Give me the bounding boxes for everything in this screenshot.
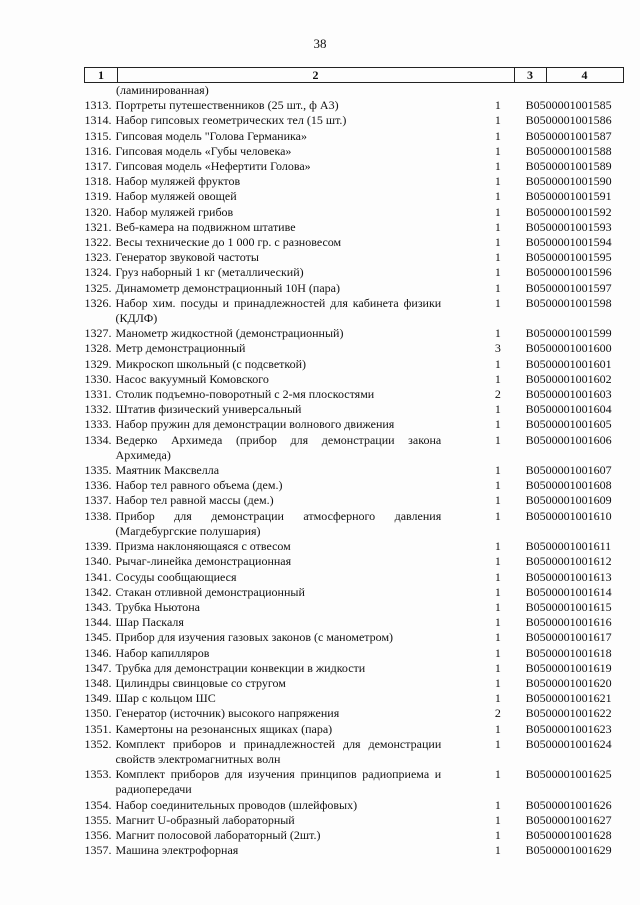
row-code: B0500001001621 xyxy=(525,691,612,706)
row-quantity: 2 xyxy=(494,706,501,721)
table-row xyxy=(84,828,624,843)
row-quantity: 1 xyxy=(494,615,501,630)
row-code: B0500001001588 xyxy=(525,143,612,158)
row-number: 1347. xyxy=(84,660,112,675)
table-row xyxy=(84,509,624,539)
row-code: B0500001001614 xyxy=(525,584,612,599)
row-name: Метр демонстрационный xyxy=(115,341,246,356)
row-number: 1338. xyxy=(84,508,112,523)
table-row xyxy=(84,600,624,615)
row-code: B0500001001594 xyxy=(525,235,612,250)
row-name: Весы технические до 1 000 гр. с разновесом xyxy=(115,235,342,250)
row-name: Набор гипсовых геометрических тел (15 шт.) xyxy=(115,113,347,128)
row-number: 1326. xyxy=(84,295,112,310)
table-row xyxy=(84,129,624,144)
row-code: B0500001001623 xyxy=(525,721,612,736)
row-code: B0500001001596 xyxy=(525,265,612,280)
table-row xyxy=(84,463,624,478)
row-code: B0500001001599 xyxy=(525,326,612,341)
table-row xyxy=(84,706,624,721)
row-code: B0500001001585 xyxy=(525,98,612,113)
row-name: Динамометр демонстрационный 10Н (пара) xyxy=(115,280,340,295)
row-code: B0500001001606 xyxy=(525,432,612,447)
table-row xyxy=(84,341,624,356)
row-code: B0500001001612 xyxy=(525,554,612,569)
row-quantity: 1 xyxy=(494,295,501,310)
table-row xyxy=(84,843,624,858)
row-number: 1327. xyxy=(84,326,112,341)
table-row xyxy=(84,144,624,159)
row-number: 1353. xyxy=(84,767,112,782)
row-code: B0500001001601 xyxy=(525,356,612,371)
row-code: B0500001001615 xyxy=(525,599,612,614)
row-name: Набор тел равной массы (дем.) xyxy=(115,493,274,508)
row-name: Набор тел равного объема (дем.) xyxy=(115,478,283,493)
row-number: 1334. xyxy=(84,432,112,447)
row-code: B0500001001605 xyxy=(525,417,612,432)
table-row xyxy=(84,205,624,220)
row-code: B0500001001591 xyxy=(525,189,612,204)
row-number: 1316. xyxy=(84,143,112,158)
row-number: 1341. xyxy=(84,569,112,584)
row-code: B0500001001595 xyxy=(525,250,612,265)
table-row xyxy=(84,296,624,326)
row-quantity: 1 xyxy=(494,265,501,280)
row-code: B0500001001629 xyxy=(525,843,612,858)
row-name: Штатив физический универсальный xyxy=(115,402,302,417)
row-quantity: 1 xyxy=(494,675,501,690)
row-quantity: 2 xyxy=(494,387,501,402)
header-divider xyxy=(117,68,118,82)
row-code: B0500001001593 xyxy=(525,219,612,234)
row-code: B0500001001619 xyxy=(525,660,612,675)
row-number: 1350. xyxy=(84,706,112,721)
table-row xyxy=(84,539,624,554)
table-row xyxy=(84,767,624,797)
row-quantity: 1 xyxy=(494,569,501,584)
row-quantity: 1 xyxy=(494,280,501,295)
table-row xyxy=(84,585,624,600)
table-row xyxy=(84,493,624,508)
table-row xyxy=(84,402,624,417)
table-body xyxy=(84,98,624,858)
row-quantity: 1 xyxy=(494,326,501,341)
row-code: B0500001001620 xyxy=(525,675,612,690)
row-code: B0500001001587 xyxy=(525,128,612,143)
row-number: 1331. xyxy=(84,387,112,402)
row-code: B0500001001627 xyxy=(525,812,612,827)
row-number: 1321. xyxy=(84,219,112,234)
table-row xyxy=(84,235,624,250)
row-number: 1349. xyxy=(84,691,112,706)
row-quantity: 1 xyxy=(494,371,501,386)
row-quantity: 1 xyxy=(494,417,501,432)
row-code: B0500001001600 xyxy=(525,341,612,356)
table-row xyxy=(84,798,624,813)
row-name: Маятник Максвелла xyxy=(115,463,220,478)
row-quantity: 1 xyxy=(494,174,501,189)
table-row xyxy=(84,813,624,828)
table-row xyxy=(84,174,624,189)
row-name: Столик подъемно-поворотный с 2-мя плоскостями xyxy=(115,387,375,402)
row-quantity: 1 xyxy=(494,478,501,493)
table-row xyxy=(84,676,624,691)
page-number: 38 xyxy=(313,36,327,51)
row-number: 1339. xyxy=(84,539,112,554)
header-col-1: 1 xyxy=(98,68,104,82)
row-code: B0500001001607 xyxy=(525,463,612,478)
row-name: Микроскоп школьный (с подсветкой) xyxy=(115,356,307,371)
inventory-table xyxy=(84,67,624,858)
row-number: 1329. xyxy=(84,356,112,371)
row-number: 1345. xyxy=(84,630,112,645)
row-quantity: 1 xyxy=(494,235,501,250)
row-number: 1330. xyxy=(84,371,112,386)
header-divider xyxy=(514,68,515,82)
row-code: B0500001001602 xyxy=(525,371,612,386)
row-quantity: 1 xyxy=(494,356,501,371)
row-quantity: 1 xyxy=(494,736,501,751)
row-quantity: 1 xyxy=(494,113,501,128)
row-name: Набор муляжей грибов xyxy=(115,204,234,219)
row-quantity: 1 xyxy=(494,508,501,523)
row-name: Рычаг-линейка демонстрационная xyxy=(115,554,292,569)
row-number: 1351. xyxy=(84,721,112,736)
header-col-3: 3 xyxy=(527,68,533,82)
table-row xyxy=(84,722,624,737)
row-quantity: 1 xyxy=(494,645,501,660)
row-quantity: 1 xyxy=(494,812,501,827)
row-name: Набор муляжей овощей xyxy=(115,189,237,204)
row-name: Ведерко Архимеда (прибор для демонстрации закона Архимеда) xyxy=(115,432,442,462)
table-row xyxy=(84,615,624,630)
table-row xyxy=(84,250,624,265)
row-code: B0500001001597 xyxy=(525,280,612,295)
row-number: 1315. xyxy=(84,128,112,143)
table-row xyxy=(84,265,624,280)
row-quantity: 1 xyxy=(494,204,501,219)
row-name: Комплект приборов для изучения принципов радиоприема и радиопередачи xyxy=(115,767,442,797)
row-quantity: 1 xyxy=(494,827,501,842)
row-code: B0500001001592 xyxy=(525,204,612,219)
table-row xyxy=(84,281,624,296)
row-number: 1333. xyxy=(84,417,112,432)
row-number: 1324. xyxy=(84,265,112,280)
row-quantity: 1 xyxy=(494,843,501,858)
row-number: 1352. xyxy=(84,736,112,751)
row-name: Магнит полосовой лабораторный (2шт.) xyxy=(115,827,321,842)
row-name: Призма наклоняющаяся с отвесом xyxy=(115,539,291,554)
row-name: Магнит U-образный лабораторный xyxy=(115,812,295,827)
row-name: Манометр жидкостной (демонстрационный) xyxy=(115,326,344,341)
row-number: 1354. xyxy=(84,797,112,812)
row-name: Набор муляжей фруктов xyxy=(115,174,241,189)
row-code: B0500001001608 xyxy=(525,478,612,493)
row-code: B0500001001609 xyxy=(525,493,612,508)
row-name: Шар Паскаля xyxy=(115,615,184,630)
row-number: 1356. xyxy=(84,827,112,842)
row-number: 1343. xyxy=(84,599,112,614)
row-number: 1337. xyxy=(84,493,112,508)
row-quantity: 1 xyxy=(494,159,501,174)
row-code: B0500001001628 xyxy=(525,827,612,842)
table-row xyxy=(84,433,624,463)
row-quantity: 1 xyxy=(494,493,501,508)
row-name: Портреты путешественников (25 шт., ф А3) xyxy=(115,98,339,113)
row-quantity: 1 xyxy=(494,189,501,204)
table-header xyxy=(84,67,624,83)
row-name: Прибор для изучения газовых законов (с манометром) xyxy=(115,630,394,645)
table-row xyxy=(84,98,624,113)
row-quantity: 1 xyxy=(494,128,501,143)
row-quantity: 3 xyxy=(494,341,501,356)
row-quantity: 1 xyxy=(494,539,501,554)
row-name: Груз наборный 1 кг (металлический) xyxy=(115,265,304,280)
row-code: B0500001001589 xyxy=(525,159,612,174)
row-name: Насос вакуумный Комовского xyxy=(115,371,269,386)
row-quantity: 1 xyxy=(494,691,501,706)
row-name: Сосуды сообщающиеся xyxy=(115,569,237,584)
row-name: Набор соединительных проводов (шлейфовых) xyxy=(115,797,358,812)
row-name: Комплект приборов и принадлежностей для демонстрации свойств электромагнитных волн xyxy=(115,736,442,766)
row-number: 1325. xyxy=(84,280,112,295)
table-row xyxy=(84,387,624,402)
row-number: 1314. xyxy=(84,113,112,128)
row-number: 1340. xyxy=(84,554,112,569)
row-quantity: 1 xyxy=(494,797,501,812)
row-number: 1342. xyxy=(84,584,112,599)
row-name: Гипсовая модель «Нефертити Голова» xyxy=(115,159,311,174)
row-code: B0500001001622 xyxy=(525,706,612,721)
table-row xyxy=(84,417,624,432)
row-quantity: 1 xyxy=(494,584,501,599)
table-row xyxy=(84,691,624,706)
table-row xyxy=(84,220,624,235)
continuation-text: (ламинированная) xyxy=(116,83,209,97)
row-name: Набор капилляров xyxy=(115,645,210,660)
row-code: B0500001001625 xyxy=(525,767,612,782)
row-code: B0500001001590 xyxy=(525,174,612,189)
row-name: Цилиндры свинцовые со стругом xyxy=(115,675,286,690)
row-number: 1355. xyxy=(84,812,112,827)
table-row xyxy=(84,357,624,372)
row-name: Стакан отливной демонстрационный xyxy=(115,584,305,599)
row-code: B0500001001610 xyxy=(525,508,612,523)
row-number: 1344. xyxy=(84,615,112,630)
table-row xyxy=(84,372,624,387)
row-quantity: 1 xyxy=(494,660,501,675)
row-number: 1348. xyxy=(84,675,112,690)
row-number: 1357. xyxy=(84,843,112,858)
row-name: Прибор для демонстрации атмосферного давления (Магдебургские полушария) xyxy=(115,508,442,538)
row-quantity: 1 xyxy=(494,599,501,614)
row-name: Веб-камера на подвижном штативе xyxy=(115,219,296,234)
row-code: B0500001001617 xyxy=(525,630,612,645)
row-code: B0500001001603 xyxy=(525,387,612,402)
row-code: B0500001001624 xyxy=(525,736,612,751)
table-row xyxy=(84,326,624,341)
row-code: B0500001001618 xyxy=(525,645,612,660)
row-number: 1318. xyxy=(84,174,112,189)
table-row xyxy=(84,113,624,128)
row-number: 1336. xyxy=(84,478,112,493)
row-name: Набор хим. посуды и принадлежностей для кабинета физики (КДЛФ) xyxy=(115,295,442,326)
table-row xyxy=(84,478,624,493)
row-number: 1320. xyxy=(84,204,112,219)
header-col-2: 2 xyxy=(312,68,319,82)
row-quantity: 1 xyxy=(494,554,501,569)
row-quantity: 1 xyxy=(494,250,501,265)
table-row xyxy=(84,189,624,204)
row-name: Трубка для демонстрации конвекции в жидкости xyxy=(115,660,366,675)
continuation-row xyxy=(84,83,624,98)
table-row xyxy=(84,661,624,676)
row-number: 1313. xyxy=(84,98,112,113)
header-col-4: 4 xyxy=(581,68,588,82)
row-number: 1328. xyxy=(84,341,112,356)
table-row xyxy=(84,554,624,569)
row-name: Шар с кольцом ШС xyxy=(115,691,216,706)
row-quantity: 1 xyxy=(494,143,501,158)
row-code: B0500001001604 xyxy=(525,402,612,417)
row-code: B0500001001611 xyxy=(525,539,612,554)
row-code: B0500001001626 xyxy=(525,797,612,812)
row-quantity: 1 xyxy=(494,630,501,645)
row-name: Машина электрофорная xyxy=(115,843,239,858)
row-code: B0500001001613 xyxy=(525,569,612,584)
table-row xyxy=(84,570,624,585)
row-quantity: 1 xyxy=(494,721,501,736)
row-name: Трубка Ньютона xyxy=(115,599,200,614)
table-row xyxy=(84,630,624,645)
row-name: Гипсовая модель «Губы человека» xyxy=(115,143,292,158)
row-quantity: 1 xyxy=(494,463,501,478)
table-row xyxy=(84,646,624,661)
row-code: B0500001001616 xyxy=(525,615,612,630)
row-name: Генератор (источник) высокого напряжения xyxy=(115,706,340,721)
row-name: Гипсовая модель "Голова Германика» xyxy=(115,128,307,143)
row-number: 1319. xyxy=(84,189,112,204)
table-row xyxy=(84,737,624,767)
row-number: 1317. xyxy=(84,159,112,174)
row-quantity: 1 xyxy=(494,219,501,234)
row-number: 1335. xyxy=(84,463,112,478)
row-quantity: 1 xyxy=(494,432,501,447)
row-name: Набор пружин для демонстрации волнового движения xyxy=(115,417,395,432)
row-name: Генератор звуковой частоты xyxy=(115,250,259,265)
row-number: 1322. xyxy=(84,235,112,250)
row-number: 1323. xyxy=(84,250,112,265)
row-quantity: 1 xyxy=(494,767,501,782)
row-number: 1346. xyxy=(84,645,112,660)
row-code: B0500001001586 xyxy=(525,113,612,128)
table-row xyxy=(84,159,624,174)
row-quantity: 1 xyxy=(494,98,501,113)
row-code: B0500001001598 xyxy=(525,295,612,310)
row-quantity: 1 xyxy=(494,402,501,417)
row-number: 1332. xyxy=(84,402,112,417)
header-divider xyxy=(546,68,547,82)
row-name: Камертоны на резонансных ящиках (пара) xyxy=(115,721,333,736)
